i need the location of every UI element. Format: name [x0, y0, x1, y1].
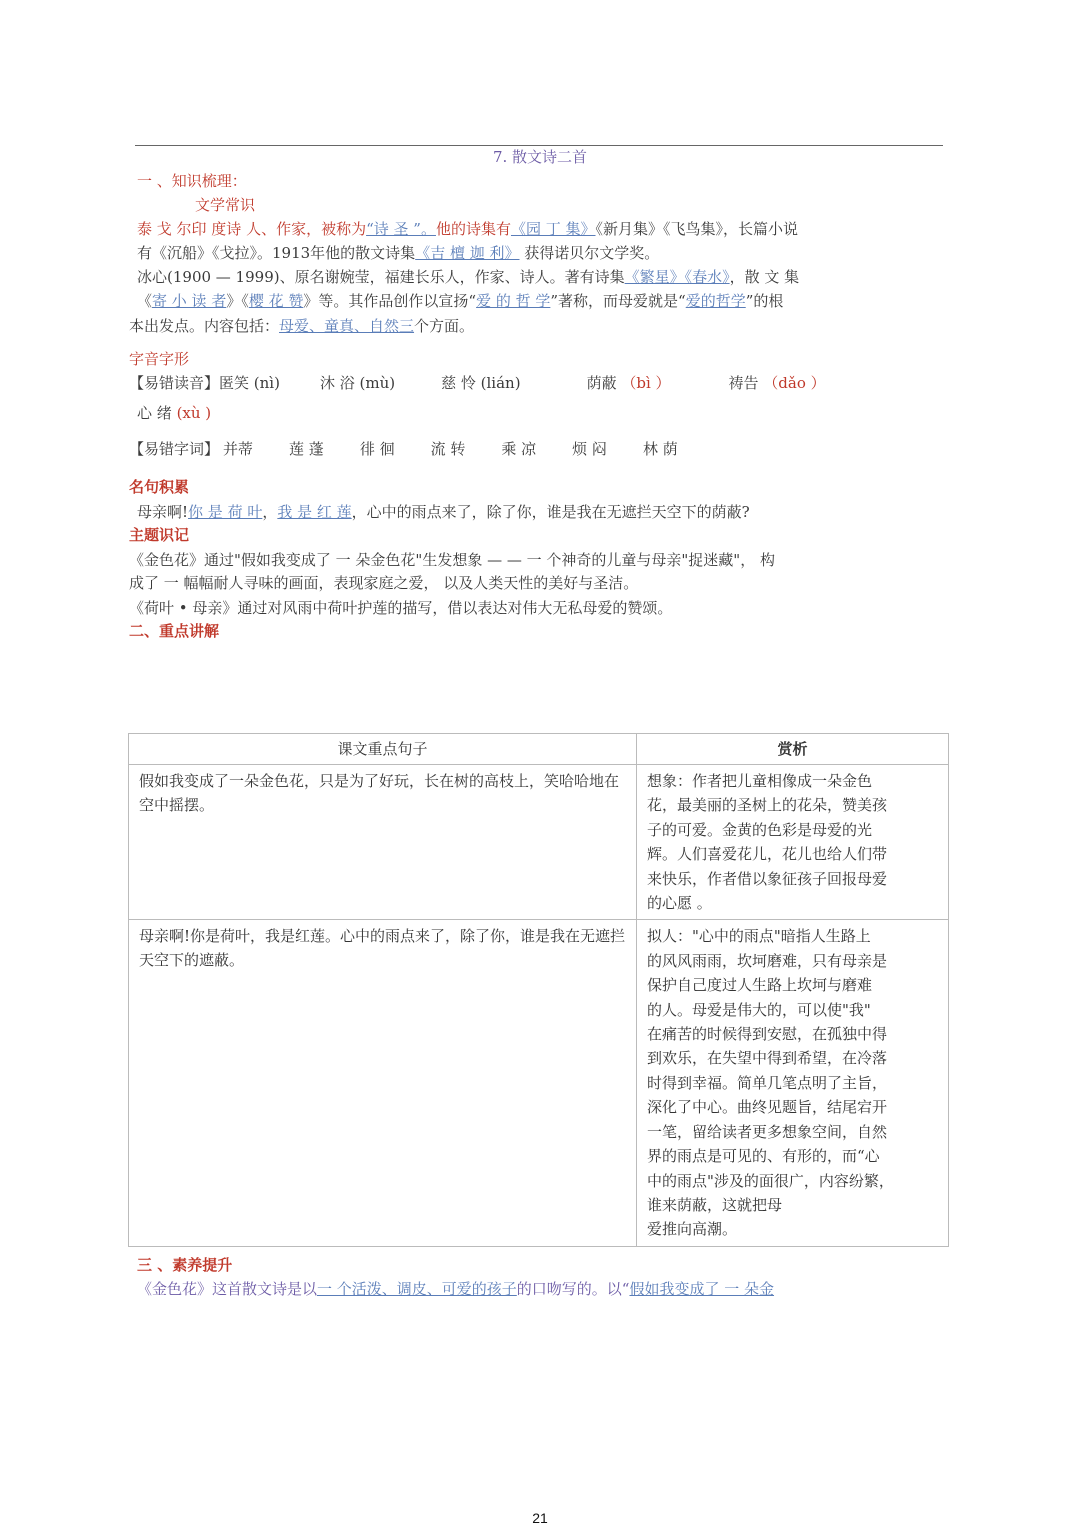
text-run: 的口吻写的。以“: [516, 1280, 630, 1298]
subheading-famous-quotes: 名句积累: [129, 478, 190, 496]
table-header-row: [129, 734, 949, 765]
page-number: 21: [532, 1510, 548, 1526]
key-sentence-cell: 假如我变成了一朵金色花，只是为了好玩，长在树的高枝上，笑哈哈地在空中摇摆。: [129, 765, 637, 920]
pron-item: [219, 374, 280, 392]
error-words-list: [223, 440, 714, 458]
literacy-line: [137, 1277, 774, 1301]
text-run: ，: [262, 503, 278, 521]
text-run: 个方面。: [414, 317, 475, 335]
underlined-term: 你 是 荷 叶: [188, 503, 263, 521]
subheading-theme: 主题识记: [129, 526, 190, 544]
error-words-label: 【易错字词】: [129, 440, 220, 458]
underlined-term: 爱 的 哲 学: [476, 292, 551, 310]
section-literacy-heading: 三 、素养提升: [137, 1256, 233, 1274]
analysis-cell: 想象：作者把儿童相像成一朵金色 花，最美丽的圣树上的花朵，赞美孩 子的可爱。金黄的色彩是母爱的光 辉。人们喜爱花儿，花儿也给人们带 来快乐，作者借以象征孩子回报母爱 的心愿 。: [637, 765, 949, 920]
pron-pinyin: (xù ): [176, 404, 212, 422]
underlined-term: 《园 丁 集》: [510, 220, 596, 238]
pron-item: [441, 374, 520, 392]
literature-line-2: [137, 241, 659, 265]
text-run: 》《: [226, 292, 249, 310]
error-word: 徘 徊: [359, 440, 395, 458]
pron-pinyin: （bì ）: [616, 374, 671, 392]
pron-item: [587, 374, 671, 392]
pron-pinyin: (mù): [354, 374, 396, 392]
text-run: 》等。其作品创作以宣扬“: [303, 292, 477, 310]
key-sentence-cell: 母亲啊!你是荷叶，我是红莲。心中的雨点来了，除了你，谁是我在无遮拦天空下的遮蔽。: [129, 920, 637, 1246]
pron-word: 匿笑: [219, 374, 250, 392]
text-run: 母亲啊!: [137, 503, 189, 521]
header-analysis: 赏析: [637, 734, 949, 765]
pronunciation-row-2: [137, 401, 211, 425]
text-run: ”著称，而母爱就是“: [550, 292, 686, 310]
pron-pinyin: (lián): [475, 374, 521, 392]
literature-line-5: [129, 314, 474, 338]
text-run: 有《沉船》《戈拉》。1913年他的散文诗集: [137, 244, 416, 262]
pronunciation-list: [219, 374, 826, 392]
error-words-row: [129, 437, 714, 461]
theme-line-3: 《荷叶 • 母亲》通过对风雨中荷叶护莲的描写，借以表达对伟大无私母爱的赞颂。: [129, 599, 673, 617]
text-run: 他的诗集有: [435, 220, 511, 238]
subheading-pronunciation: 字音字形: [129, 350, 190, 368]
header-key-sentence: 课文重点句子: [129, 734, 637, 765]
underlined-term: 一 个活泼、调皮、可爱的孩子: [317, 1280, 517, 1298]
underlined-term: 假如我变成了 一 朵金: [629, 1280, 775, 1298]
underlined-term: 《繁星》《春水》: [624, 268, 730, 286]
pron-word: 荫蔽: [586, 374, 617, 392]
error-word: 林 荫: [642, 440, 678, 458]
error-word: 莲 蓬: [289, 440, 324, 458]
text-run: 《金色花》这首散文诗是以: [137, 1280, 318, 1298]
table-row: [129, 765, 949, 920]
underlined-term: 樱 花 赞: [248, 292, 304, 310]
text-run: 获得诺贝尔文学奖。: [519, 244, 660, 262]
underlined-term: 寄 小 读 者: [152, 292, 227, 310]
text-run: ，心中的雨点来了，除了你，谁是我在无遮拦天空下的荫蔽?: [351, 503, 750, 521]
theme-line-1: 《金色花》通过"假如我变成了 一 朵金色花"生发想象 — — 一 个神奇的儿童与母亲"捉迷藏"， 构: [129, 551, 775, 569]
pron-item: [320, 374, 395, 392]
pron-pinyin: （dǎo ）: [758, 374, 826, 392]
text-run: 本出发点。内容包括：: [129, 317, 280, 335]
underlined-term: 爱的哲学: [685, 292, 746, 310]
underlined-term: “诗 圣 ”。: [366, 220, 436, 238]
literature-line-4: [137, 289, 783, 313]
table-row: [129, 920, 949, 1246]
section-knowledge-heading: 一 、知识梳理：: [137, 172, 247, 190]
text-run: ，散 文 集: [729, 268, 800, 286]
pronunciation-row: [129, 371, 826, 395]
analysis-cell: 拟人："心中的雨点"暗指人生路上 的风风雨雨，坎坷磨难，只有母亲是 保护自己度过人生路上坎坷与磨难 的人。母爱是伟大的，可以使"我" 在痛苦的时候得到安慰，在孤独中得 到欢乐，在失望中得到希望，在冷落 时得到幸福。简单几笔点明了主旨， 深化了中心。曲终见题旨，结尾宕开 一笔，留给读者更多想象空间，自然 界的雨点是可见的、有形的，而“心 中的雨点"涉及的面很广，内容纷繁， 谁来荫蔽，这就把母 爱推向高潮。: [637, 920, 949, 1246]
literature-line-3: [137, 265, 799, 289]
pron-word: 心 绪: [137, 404, 172, 422]
underlined-term: 《吉 檀 迦 利》: [415, 244, 520, 262]
text-run: 冰心(1900 — 1999)、原名谢婉莹，福建长乐人，作家、诗人。著有诗集: [137, 268, 625, 286]
underlined-term: 母爱、童真、自然三: [279, 317, 415, 335]
pron-word: 祷告: [728, 374, 759, 392]
pron-item: [729, 374, 826, 392]
error-word: 并蒂: [223, 440, 254, 458]
pronunciation-label: 【易错读音】: [129, 374, 220, 392]
key-sentences-table: [128, 733, 949, 1247]
subheading-literature: 文学常识: [195, 196, 256, 214]
underlined-term: 我 是 红 莲: [277, 503, 352, 521]
text-run: 《: [137, 292, 153, 310]
error-word: 流 转: [430, 440, 466, 458]
section-key-points-heading: 二、重点讲解: [129, 622, 220, 640]
literature-line-1: [137, 217, 798, 241]
pron-pinyin: (nì): [249, 374, 280, 392]
text-run: 泰 戈 尔印 度诗 人、作家，被称为: [137, 220, 367, 238]
error-word: 乘 凉: [501, 440, 537, 458]
pron-word: 沐 浴: [319, 374, 355, 392]
page-title: 7. 散文诗二首: [492, 148, 588, 166]
pron-word: 慈 怜: [441, 374, 476, 392]
error-word: 烦 闷: [572, 440, 607, 458]
text-run: 《新月集》《飞鸟集》，长篇小说: [595, 220, 799, 238]
text-run: ”的根: [745, 292, 784, 310]
theme-line-2: 成了 一 幅幅耐人寻味的画面，表现家庭之爱， 以及人类天性的美好与圣洁。: [129, 574, 639, 592]
famous-quote: [137, 500, 750, 524]
